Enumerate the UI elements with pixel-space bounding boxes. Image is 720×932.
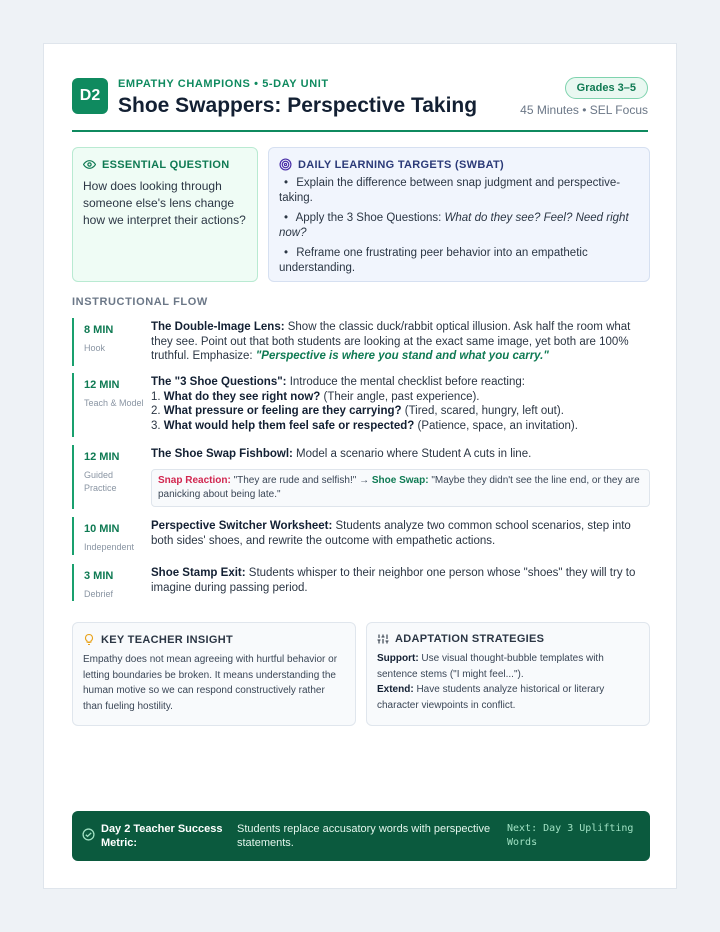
adaptation-heading (377, 633, 639, 645)
step-phase: Teach & Model (84, 398, 144, 408)
learning-targets-list (279, 176, 639, 276)
step-body: Perspective Switcher Worksheet: Students analyze two common school scenarios, step into both sides' shoes, and rewrite the outcome with empathetic actions. (151, 520, 631, 547)
step-bar (72, 318, 74, 366)
lesson-meta: 45 Minutes • SEL Focus (520, 103, 648, 117)
teacher-insight-title: KEY TEACHER INSIGHT (101, 633, 234, 646)
learning-target-item: • Apply the 3 Shoe Questions: What do they see? Feel? Need right now? (279, 212, 629, 239)
success-metric-banner (72, 811, 650, 861)
flow-step-debrief (72, 564, 650, 601)
flow-step-independent (72, 517, 650, 555)
step-body: The "3 Shoe Questions": Introduce the mental checklist before reacting: 1. What do they see right now? (Their angle, past experience). 2. What pressure or feeling are they carrying? (Tired, scared, hungry, left out). 3. What would help them feel safe or respected? (Patience, space, an invitation). (151, 375, 650, 433)
step-time: 8 MIN (84, 324, 114, 336)
snap-reaction-label: Snap Reaction: (158, 474, 231, 486)
step-time: 12 MIN (84, 379, 120, 391)
success-metric-text: Students replace accusatory words with perspective statements. (237, 823, 491, 849)
step-bar (72, 517, 74, 555)
lesson-plan-page (43, 43, 677, 889)
lightbulb-icon (83, 633, 95, 646)
success-metric-label: Day 2 Teacher Success Metric: (101, 823, 223, 849)
header-divider (72, 130, 648, 132)
essential-question-box (72, 147, 258, 282)
teacher-insight-heading (83, 633, 345, 646)
teacher-insight-text: Empathy does not mean agreeing with hurtful behavior or letting boundaries be broken. It means understanding the human motive so we can respond constructively rather than fueling hostility. (83, 654, 338, 712)
shoe-swap-label: Shoe Swap: (371, 474, 429, 486)
step-bar (72, 564, 74, 601)
step-body: The Double-Image Lens: Show the classic duck/rabbit optical illusion. Ask half the room what they see. Point out that both students are looking at the exact same image, yet both are 100% truthful. Emphasize: "Perspective is where you stand and what you carry." (151, 321, 631, 362)
step-phase: Hook (84, 343, 106, 353)
learning-targets-heading (279, 158, 639, 171)
shoe-question-1: 1. What do they see right now? (Their angle, past experience). (151, 390, 480, 403)
step-bar (72, 373, 74, 437)
target-icon (279, 158, 292, 171)
flow-step-teach (72, 373, 650, 437)
step-phase: Independent (84, 542, 135, 552)
learning-target-item: • Explain the difference between snap judgment and perspective-taking. (279, 177, 621, 204)
grades-badge: Grades 3–5 (565, 77, 648, 99)
step-quote: "Perspective is where you stand and what you carry." (255, 350, 549, 362)
step-body: Shoe Stamp Exit: Students whisper to their neighbor one person whose "shoes" they will try to imagine during passing period. (151, 567, 636, 594)
unit-kicker: EMPATHY CHAMPIONS • 5-DAY UNIT (118, 78, 329, 90)
teacher-insight-card (72, 622, 356, 726)
essential-question-title: ESSENTIAL QUESTION (102, 158, 230, 171)
next-lesson-link[interactable]: Next: Day 3 Uplifting Words (507, 823, 634, 848)
day-badge: D2 (72, 78, 108, 114)
step-title: The "3 Shoe Questions": (151, 376, 287, 388)
step-time: 10 MIN (84, 523, 120, 535)
learning-targets-box (268, 147, 650, 282)
learning-target-item: • Reframe one frustrating peer behavior into an empathetic understanding. (279, 247, 588, 274)
step-time: 12 MIN (84, 451, 120, 463)
step-phase: Debrief (84, 589, 114, 599)
eye-icon (83, 158, 96, 171)
learning-targets-title: DAILY LEARNING TARGETS (SWBAT) (298, 158, 504, 171)
step-body: The Shoe Swap Fishbowl: Model a scenario where Student A cuts in line. Snap Reaction: "They are rude and selfish!" → Shoe Swap: "Maybe they didn't see the line end, or they are panicking about being late." (151, 447, 650, 507)
page-title: Shoe Swappers: Perspective Taking (118, 94, 478, 117)
flow-step-hook (72, 318, 650, 366)
step-title: Shoe Stamp Exit: (151, 567, 246, 579)
step-title: The Double-Image Lens: (151, 321, 285, 333)
shoe-question-2: 2. What pressure or feeling are they carrying? (Tired, scared, hungry, left out). (151, 405, 564, 417)
step-time: 3 MIN (84, 570, 114, 582)
step-title: Perspective Switcher Worksheet: (151, 520, 333, 532)
adaptation-text (377, 651, 639, 713)
essential-question-heading (83, 158, 247, 171)
flow-section-label: INSTRUCTIONAL FLOW (72, 296, 208, 308)
step-title: The Shoe Swap Fishbowl: (151, 448, 293, 460)
adaptation-card (366, 622, 650, 726)
step-phase: Guided Practice (84, 470, 117, 493)
adaptation-title: ADAPTATION STRATEGIES (395, 633, 545, 645)
essential-question-text: How does looking through someone else's lens change how we interpret their actions? (83, 179, 246, 227)
snap-vs-swap-example: Snap Reaction: "They are rude and selfish!" → Shoe Swap: "Maybe they didn't see the line end, or they are panicking about being late." (151, 469, 650, 507)
step-bar (72, 445, 74, 509)
check-circle-icon (82, 828, 95, 841)
sliders-icon (377, 633, 389, 645)
adaptation-support: Support: Use visual thought-bubble templates with sentence stems ("I might feel..."). (377, 653, 604, 680)
flow-step-guided (72, 445, 650, 509)
adaptation-extend: Extend: Have students analyze historical or literary character viewpoints in conflict. (377, 684, 605, 711)
shoe-question-3: 3. What would help them feel safe or respected? (Patience, space, an invitation). (151, 419, 578, 432)
